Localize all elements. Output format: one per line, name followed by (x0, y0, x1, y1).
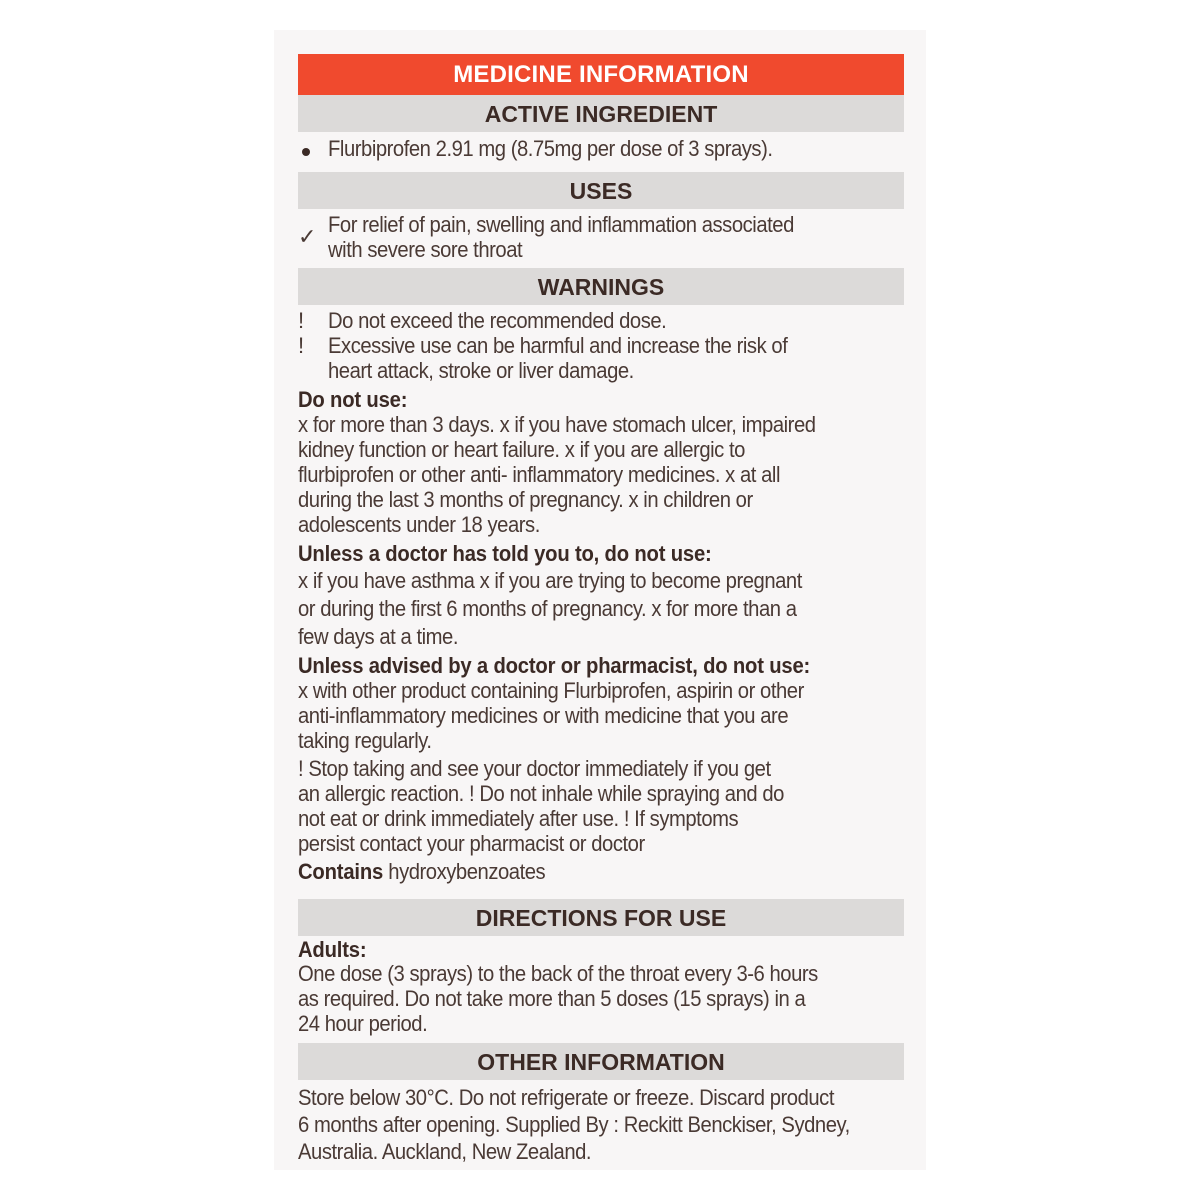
active-ingredient-item (298, 132, 904, 172)
section-header-active-ingredient: ACTIVE INGREDIENT (298, 95, 904, 132)
active-ingredient-text: Flurbiprofen 2.91 mg (8.75mg per dose of 3 sprays). (328, 136, 773, 161)
section-header-other-information: OTHER INFORMATION (298, 1043, 904, 1080)
exclamation-icon: ! (298, 333, 305, 358)
adults-label: Adults: (298, 937, 367, 962)
contains-value: hydroxybenzoates (383, 859, 546, 884)
do-not-use-line: adolescents under 18 years. (298, 512, 540, 537)
directions-line: as required. Do not take more than 5 doses (15 sprays) in a (298, 986, 806, 1011)
uses-line: For relief of pain, swelling and inflammation associated (328, 212, 794, 237)
do-not-use-block (298, 387, 903, 537)
warning-item (298, 308, 904, 333)
bullet-icon (298, 136, 328, 161)
stop-line: an allergic reaction. ! Do not inhale while spraying and do (298, 781, 784, 806)
do-not-use-line: during the last 3 months of pregnancy. x in children or (298, 487, 753, 512)
other-information-body (298, 1080, 903, 1165)
warnings-body (298, 305, 904, 899)
do-not-use-line: kidney function or heart failure. x if you are allergic to (298, 437, 745, 462)
section-header-directions: DIRECTIONS FOR USE (298, 899, 904, 936)
stop-line: not eat or drink immediately after use. ! If symptoms (298, 806, 739, 831)
advised-label: Unless advised by a doctor or pharmacist, do not use: (298, 653, 811, 678)
panel-title: MEDICINE INFORMATION (298, 54, 904, 95)
section-header-warnings: WARNINGS (298, 268, 904, 305)
do-not-use-line: flurbiprofen or other anti- inflammatory medicines. x at all (298, 462, 780, 487)
advised-line: x with other product containing Flurbiprofen, aspirin or other (298, 678, 804, 703)
directions-body (298, 936, 903, 1043)
stop-line: ! Stop taking and see your doctor immediately if you get (298, 756, 771, 781)
directions-line: 24 hour period. (298, 1011, 428, 1036)
section-header-uses: USES (298, 172, 904, 209)
other-info-line: Australia. Auckland, New Zealand. (298, 1139, 592, 1164)
uses-line: with severe sore throat (328, 237, 523, 262)
warning-text: Do not exceed the recommended dose. (328, 308, 667, 333)
exclamation-icon: ! (298, 308, 305, 333)
other-info-line: Store below 30°C. Do not refrigerate or freeze. Discard product (298, 1085, 834, 1110)
other-info-line: 6 months after opening. Supplied By : Reckitt Benckiser, Sydney, (298, 1112, 850, 1137)
doctor-told-block (298, 541, 903, 651)
stop-block (298, 756, 903, 856)
doctor-told-line: few days at a time. (298, 624, 459, 649)
check-icon: ✓ (298, 224, 317, 249)
advised-block (298, 653, 903, 753)
warning-text (328, 333, 858, 383)
doctor-told-label: Unless a doctor has told you to, do not use: (298, 541, 712, 566)
uses-text (328, 212, 858, 262)
advised-line: anti-inflammatory medicines or with medicine that you are (298, 703, 789, 728)
uses-item (298, 209, 904, 268)
advised-line: taking regularly. (298, 728, 432, 753)
contains-line (298, 859, 903, 899)
stop-line: persist contact your pharmacist or doctor (298, 831, 645, 856)
doctor-told-line: or during the first 6 months of pregnancy. x for more than a (298, 596, 797, 621)
warning-item (298, 333, 904, 383)
warning-line: Excessive use can be harmful and increase the risk of (328, 333, 788, 358)
warning-line: heart attack, stroke or liver damage. (328, 358, 634, 383)
panel-content (298, 54, 904, 1165)
directions-line: One dose (3 sprays) to the back of the throat every 3-6 hours (298, 961, 818, 986)
do-not-use-line: x for more than 3 days. x if you have stomach ulcer, impaired (298, 412, 816, 437)
do-not-use-label: Do not use: (298, 387, 408, 412)
contains-label: Contains (298, 859, 384, 884)
doctor-told-line: x if you have asthma x if you are trying to become pregnant (298, 568, 802, 593)
medicine-info-panel (274, 30, 926, 1170)
